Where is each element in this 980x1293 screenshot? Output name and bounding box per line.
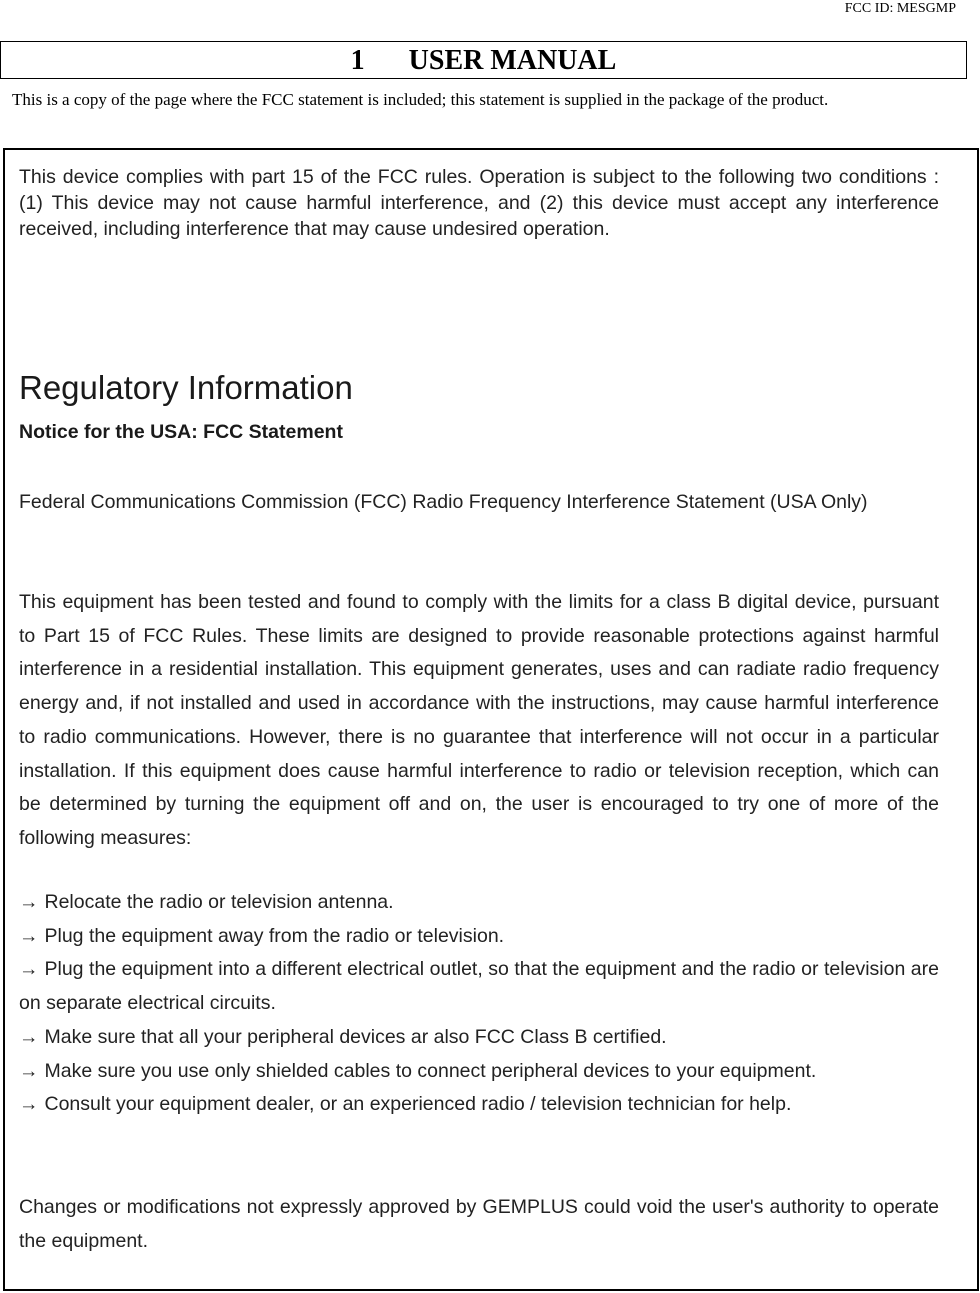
compliance-paragraph: This device complies with part 15 of the FCC rules. Operation is subject to the following two conditions : (1) This device may not cause harmful interference, and (2) this device must accept any interference received, including interference that may cause undesired operation. (19, 166, 939, 240)
list-item (19, 1088, 939, 1122)
arrow-icon: → (19, 958, 39, 981)
list-item (19, 920, 939, 954)
measure-text: Relocate the radio or television antenna. (44, 891, 394, 913)
list-item (19, 953, 939, 1020)
arrow-icon: → (19, 891, 39, 913)
arrow-icon: → (19, 1025, 39, 1048)
arrow-icon: → (19, 1093, 39, 1116)
notice-heading: Notice for the USA: FCC Statement (19, 421, 343, 443)
section-title: USER MANUAL (408, 45, 617, 76)
list-item (19, 1021, 939, 1055)
measure-text: Make sure you use only shielded cables to connect peripheral devices to your equipment. (44, 1059, 817, 1082)
measure-text: Consult your equipment dealer, or an experienced radio / television technician for help. (44, 1093, 792, 1116)
arrow-icon: → (19, 924, 39, 947)
fcc-statement-scan (3, 148, 979, 1291)
measure-text: Plug the equipment into a different electrical outlet, so that the equipment and the radio or television are on separate electrical circuits. (19, 958, 939, 1015)
measures-list (19, 886, 939, 1122)
list-item (19, 1055, 939, 1089)
fcc-id-header: FCC ID: MESGMP (844, 1, 956, 16)
section-title-box (0, 41, 967, 79)
regulatory-heading: Regulatory Information (19, 369, 353, 406)
intro-paragraph: This is a copy of the page where the FCC statement is included; this statement is supplied in the package of the product. (12, 90, 829, 109)
fcc-body-paragraph: This equipment has been tested and found to comply with the limits for a class B digital device, pursuant to Part 15 of FCC Rules. These limits are designed to provide reasonable protections against harmful interference in a residential installation. This equipment generates, uses and can radiate radio frequency energy and, if not installed and used in accordance with the instructions, may cause harmful interference to radio communications. However, there is no guarantee that interference will not occur in a particular installation. If this equipment does cause harmful interference to radio or television reception, which can be determined by turning the equipment off and on, the user is encouraged to try one of more of the following measures: (19, 591, 939, 849)
arrow-icon: → (19, 1059, 39, 1082)
fcc-interference-title: Federal Communications Commission (FCC) Radio Frequency Interference Statement (USA Only) (19, 491, 868, 513)
section-number: 1 (350, 45, 365, 76)
measure-text: Plug the equipment away from the radio or television. (44, 924, 505, 947)
measure-text: Make sure that all your peripheral devices ar also FCC Class B certified. (44, 1025, 667, 1048)
list-item (19, 886, 939, 920)
changes-warning-paragraph: Changes or modifications not expressly approved by GEMPLUS could void the user's authority to operate the equipment. (19, 1196, 939, 1252)
